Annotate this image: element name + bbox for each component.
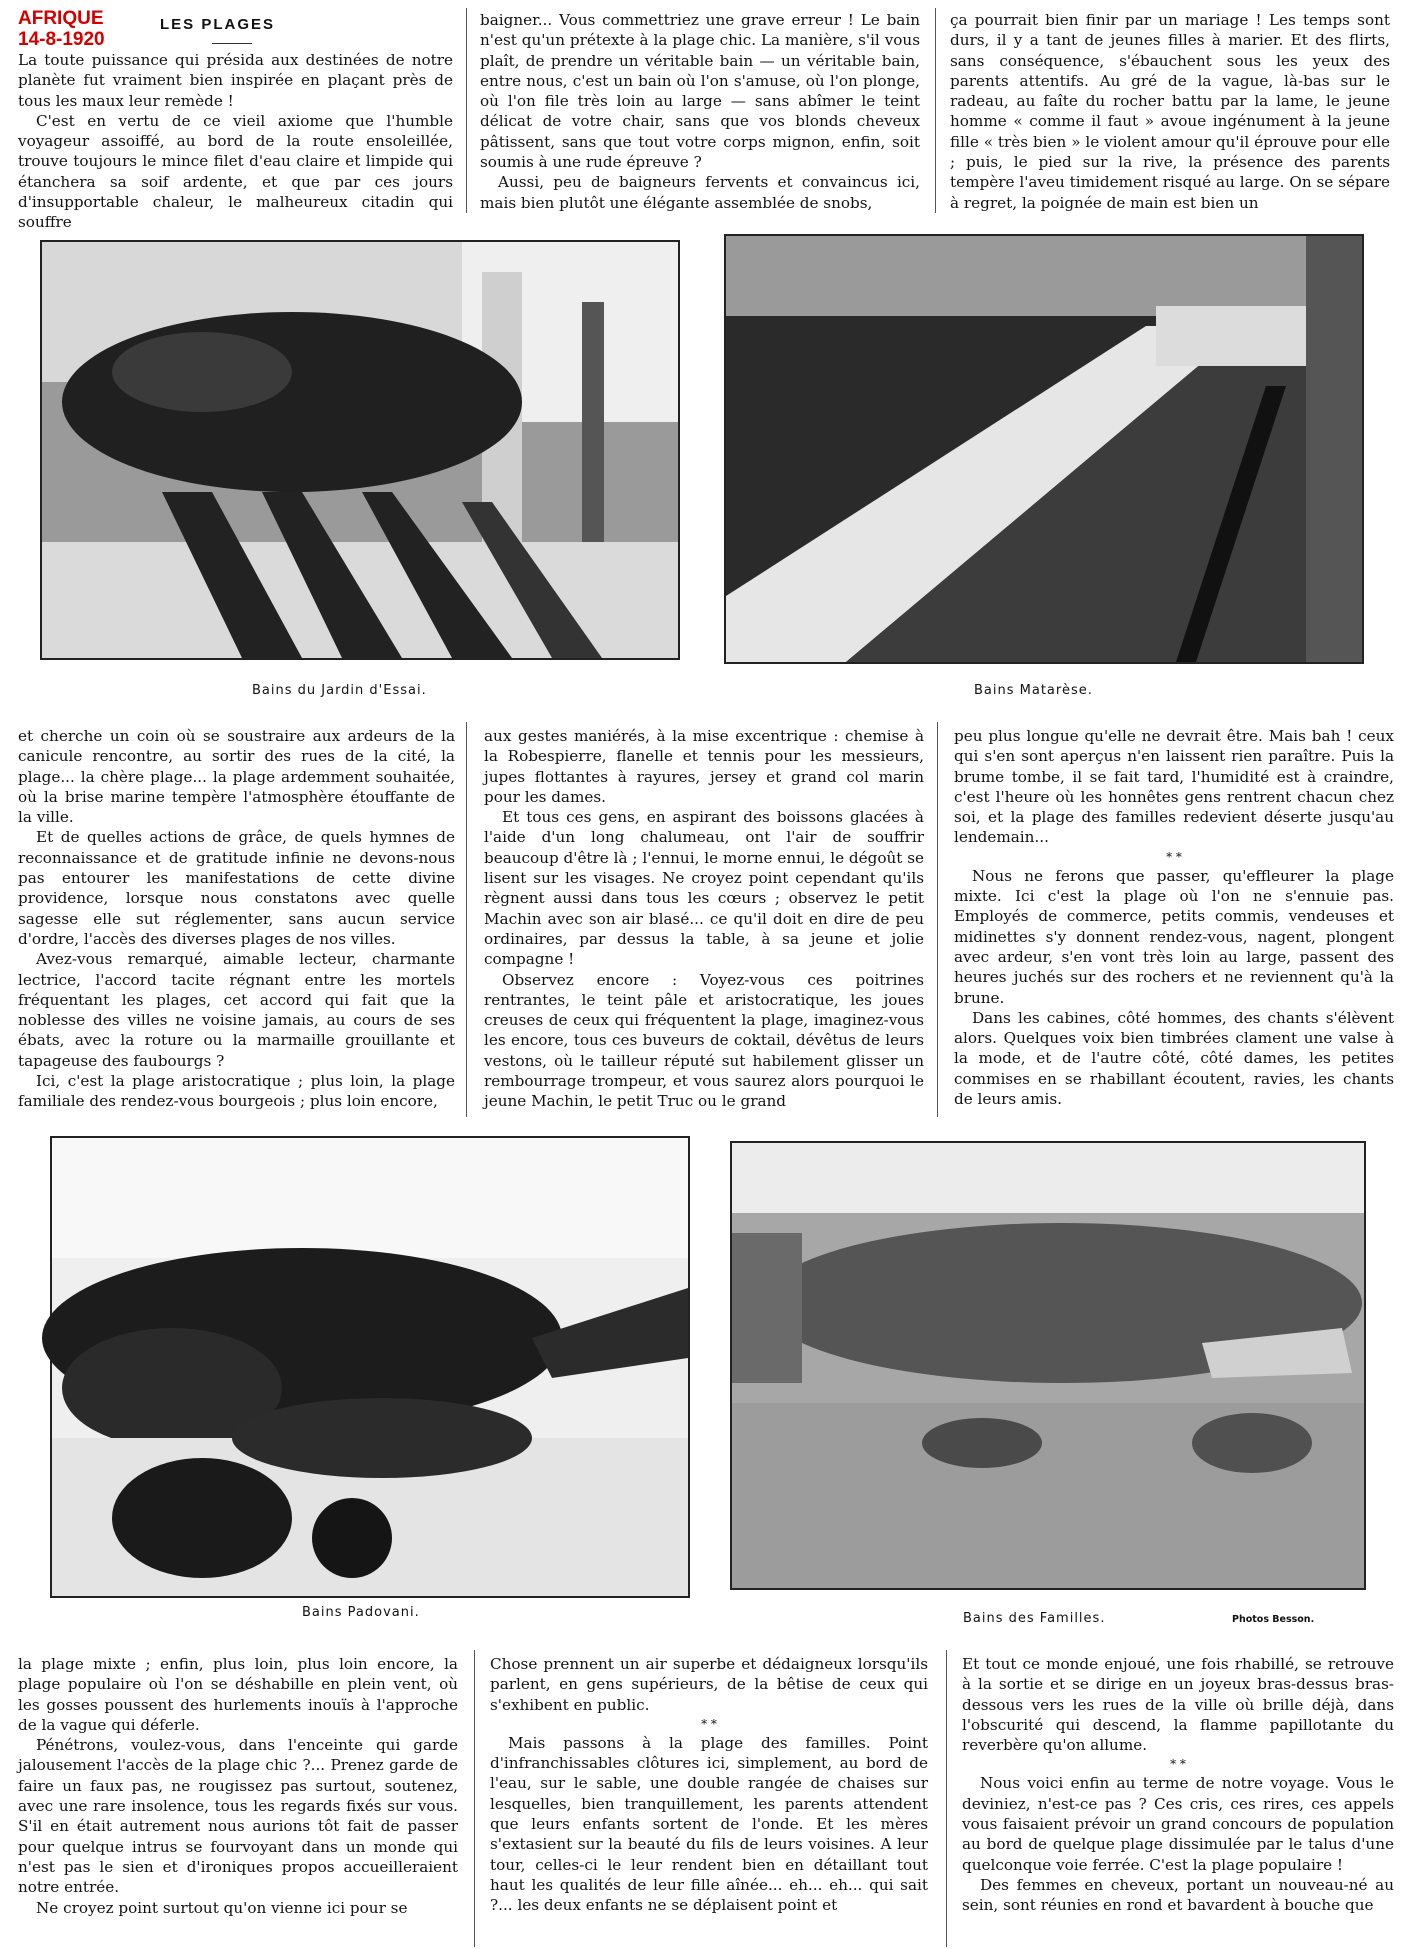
paragraph: peu plus longue qu'elle ne devrait être. Mais bah ! ceux qui s'en sont aperçus n'en laissent rien paraître. Puis la brume tombe, il se fait tard, l'humidité est à craindre, c'est l'heure où les honnêtes gens rentrent chacun chez soi, et la plage des familles redevient déserte jusqu'au lendemain... [954,727,1394,847]
caption-jardin-essai: Bains du Jardin d'Essai. [252,683,427,698]
paragraph: ça pourrait bien finir par un mariage ! Les temps sont durs, il y a tant de jeunes filles à marier. Et des flirts, sans conséquence, s'ébauchent sous les yeux des parents attentifs. Au gré de la vague, là-bas sur le radeau, au faîte du rocher battu par la lame, le jeune homme « comme il faut » avoue ingénument à la jeune fille « très bien » le violent amour qu'il éprouve pour elle ; puis, le pied sur la rive, la présence des parents tempère l'aveu timidement risqué au large. On se sépare à regret, la poignée de main est bien un [950,11,1390,212]
column-rule [474,1650,475,1947]
paragraph: La toute puissance qui présida aux destinées de notre planète fut vraiment bien inspirée en plaçant près de tous les maux leur remède ! [18,51,453,110]
paragraph: Ne croyez point surtout qu'on vienne ici pour se [36,1898,408,1917]
bottom-column-2 [490,1654,928,1947]
paragraph: Et de quelles actions de grâce, de quels hymnes de reconnaissance et de gratitude infinie ne devons-nous pas entourer les manifestations de cette divine providence, lorsque nous constatons avec quelle sagesse elle sut réglementer, sans aucun service d'ordre, l'accès des diverses plages de nos villes. [18,828,455,948]
column-rule [937,722,938,1117]
paragraph: Chose prennent un air superbe et dédaigneux lorsqu'ils parlent, en gens supérieurs, de la bêtise de ceux qui s'exhibent en public. [490,1655,928,1714]
photo-bains-jardin-essai [40,240,680,660]
paragraph: Mais passons à la plage des familles. Point d'infranchissables clôtures ici, simplement, au bord de l'eau, sur le sable, une double rangée de chaises sur lesquelles, bien tranquillement, les parents attendent que leurs enfants sortent de l'onde. Et les mères s'extasient sur la beauté du fils de leurs voisines. A leur tour, celles-ci le leur rendent bien en détaillant tout haut les qualités de leur fille aînée... eh... eh... qui sait ?... les deux enfants ne se déplaisent point et [490,1733,928,1915]
top-column-3 [950,10,1390,215]
paragraph: C'est en vertu de ce vieil axiome que l'humble voyageur assoiffé, au bord de la route ensoleillée, trouve toujours le mince filet d'eau claire et limpide qui étanchera sa soif ardente, et que par ces jours d'insupportable chaleur, le malheureux citadin qui souffre [18,111,453,232]
caption-padovani: Bains Padovani. [302,1605,420,1620]
paragraph: Nous ne ferons que passer, qu'effleurer la plage mixte. Ici c'est la plage où l'on ne s'ennuie pas. Employés de commerce, petits commis, vendeuses et midinettes s'y donnent rendez-vous, nagent, plongent avec ardeur, s'en vont très loin au large, passent des heures juchés sur des rochers et ne reviennent qu'à la brune. [954,866,1394,1007]
column-rule [946,1650,947,1947]
paragraph: Et tout ce monde enjoué, une fois rhabillé, se retrouve à la sortie et se dirige en un joyeux bras-dessus bras-dessous vers les rues de la ville où brille déjà, dans l'obscurité qui descend, la flamme papillotante du reverbère qu'on allume. [962,1655,1394,1755]
paragraph: aux gestes maniérés, à la mise excentrique : chemise à la Robespierre, flanelle et tennis pour les messieurs, jupes flottantes à rayures, jersey et grand col marin pour les dames. [484,727,924,806]
bottom-column-3 [962,1654,1394,1947]
caption-matarese: Bains Matarèse. [974,683,1093,698]
photo-image [726,236,1362,662]
paragraph: Aussi, peu de baigneurs fervents et convaincus ici, mais bien plutôt une élégante assemblée de snobs, [480,173,920,212]
middle-column-1 [18,726,455,1116]
paragraph: et cherche un coin où se soustraire aux ardeurs de la canicule rencontre, au sortir des rues de la cité, la plage... la chère plage... la plage ardemment souhaitée, où la brise marine tempère l'atmosphère étouffante de la ville. [18,727,455,827]
middle-column-3 [954,726,1394,1116]
paragraph: la plage mixte ; enfin, plus loin, plus loin encore, la plage populaire où l'on se déshabille en plein vent, où les gosses poussent des hurlements inouïs à l'approche de la vague qui déferle. [18,1655,458,1734]
page-label-date: 14-8-1920 [18,29,105,50]
paragraph: Ici, c'est la plage aristocratique ; plus loin, la plage familiale des rendez-vous bourgeois ; plus loin encore, [18,1072,455,1111]
top-column-1 [18,50,453,232]
paragraph: Observez encore : Voyez-vous ces poitrines rentrantes, le teint pâle et aristocratique, les joues creuses de ceux qui fréquentent la plage, imaginez-vous les encore, tous ces buveurs de coktail, dévêtus de leurs vestons, où le tailleur réputé sut habilement glisser un rembourrage trompeur, et vous saurez alors pourquoi le jeune Machin, le petit Truc ou le grand [484,970,924,1111]
column-rule [935,8,936,213]
column-rule [466,8,467,213]
photo-bains-des-familles [730,1141,1366,1590]
section-separator: * * [1170,1757,1186,1772]
paragraph: Dans les cabines, côté hommes, des chants s'élèvent alors. Quelques voix bien timbrées clament une valse à la mode, et de l'autre côté, côté dames, les petites commises en se rhabillant écoutent, ravies, les chants de leurs amis. [954,1008,1394,1109]
paragraph: baigner... Vous commettriez une grave erreur ! Le bain n'est qu'un prétexte à la plage chic. La manière, s'il vous plaît, de prendre un véritable bain — un véritable bain, entre nous, c'est un bain où l'on s'amuse, où l'on plonge, où l'on file très loin au large — sans abîmer le teint délicat de votre chair, sans que vos blonds cheveux pâtissent, sans que tout votre corps mignon, enfin, soit soumis à une rude épreuve ? [480,11,920,172]
section-separator: * * [701,1716,717,1731]
paragraph: Avez-vous remarqué, aimable lecteur, charmante lectrice, l'accord tacite régnant entre les mortels fréquentant les plages, cet accord qui fait que la noblesse des villes ne voisine jamais, au cours de ses ébats, avec la roture ou la marmaille grouillante et tapageuse des faubourgs ? [18,950,455,1070]
section-separator: * * [1166,849,1182,864]
paragraph: Nous voici enfin au terme de notre voyage. Vous le deviniez, n'est-ce pas ? Ces cris, ces rires, ces appels vous faisaient prévoir un grand concours de population au bord de quelque plage dissimulée par le talus d'une quelconque voie ferrée. C'est la plage populaire ! [962,1774,1394,1874]
photo-image [52,1138,688,1596]
paragraph: Et tous ces gens, en aspirant des boissons glacées à l'aide d'un long chalumeau, ont l'air de souffrir beaucoup d'être là ; l'ennui, le morne ennui, le dégoût se lisent sur les visages. Ne croyez point cependant qu'ils règnent aussi dans tous les cœurs ; observez le petit Machin avec son air blasé... ce qu'il doit en dire de peu ordinaires, par dessus la table, à sa jeune et jolie compagne ! [484,808,924,969]
photo-bains-matarese [724,234,1364,664]
photo-image [42,242,678,658]
caption-des-familles: Bains des Familles. [963,1611,1106,1626]
top-column-2 [480,10,920,215]
bottom-column-1 [18,1654,458,1947]
paragraph: Des femmes en cheveux, portant un nouveau-né au sein, sont réunies en rond et bavardent à bouche que [962,1875,1394,1915]
column-rule [466,722,467,1117]
title-underline [212,43,252,44]
middle-column-2 [484,726,924,1116]
page-label [18,8,105,50]
paragraph: Pénétrons, voulez-vous, dans l'enceinte qui garde jalousement l'accès de la plage chic ?... Prenez garde de faire un faux pas, ne rougissez pas surtout, soutenez, avec une rare insolence, tous les regards fixés sur vous. S'il en était autrement nous aurions tôt fait de passer pour quelque intrus se fourvoyant dans un monde qui n'est pas le sien et d'ironiques propos accueilleraient notre entrée. [18,1736,458,1897]
page-label-source: AFRIQUE [18,8,104,29]
photo-bains-padovani [50,1136,690,1598]
photo-image [732,1143,1364,1588]
photo-credit: Photos Besson. [1232,1614,1315,1625]
article-title: LES PLAGES [160,16,276,33]
